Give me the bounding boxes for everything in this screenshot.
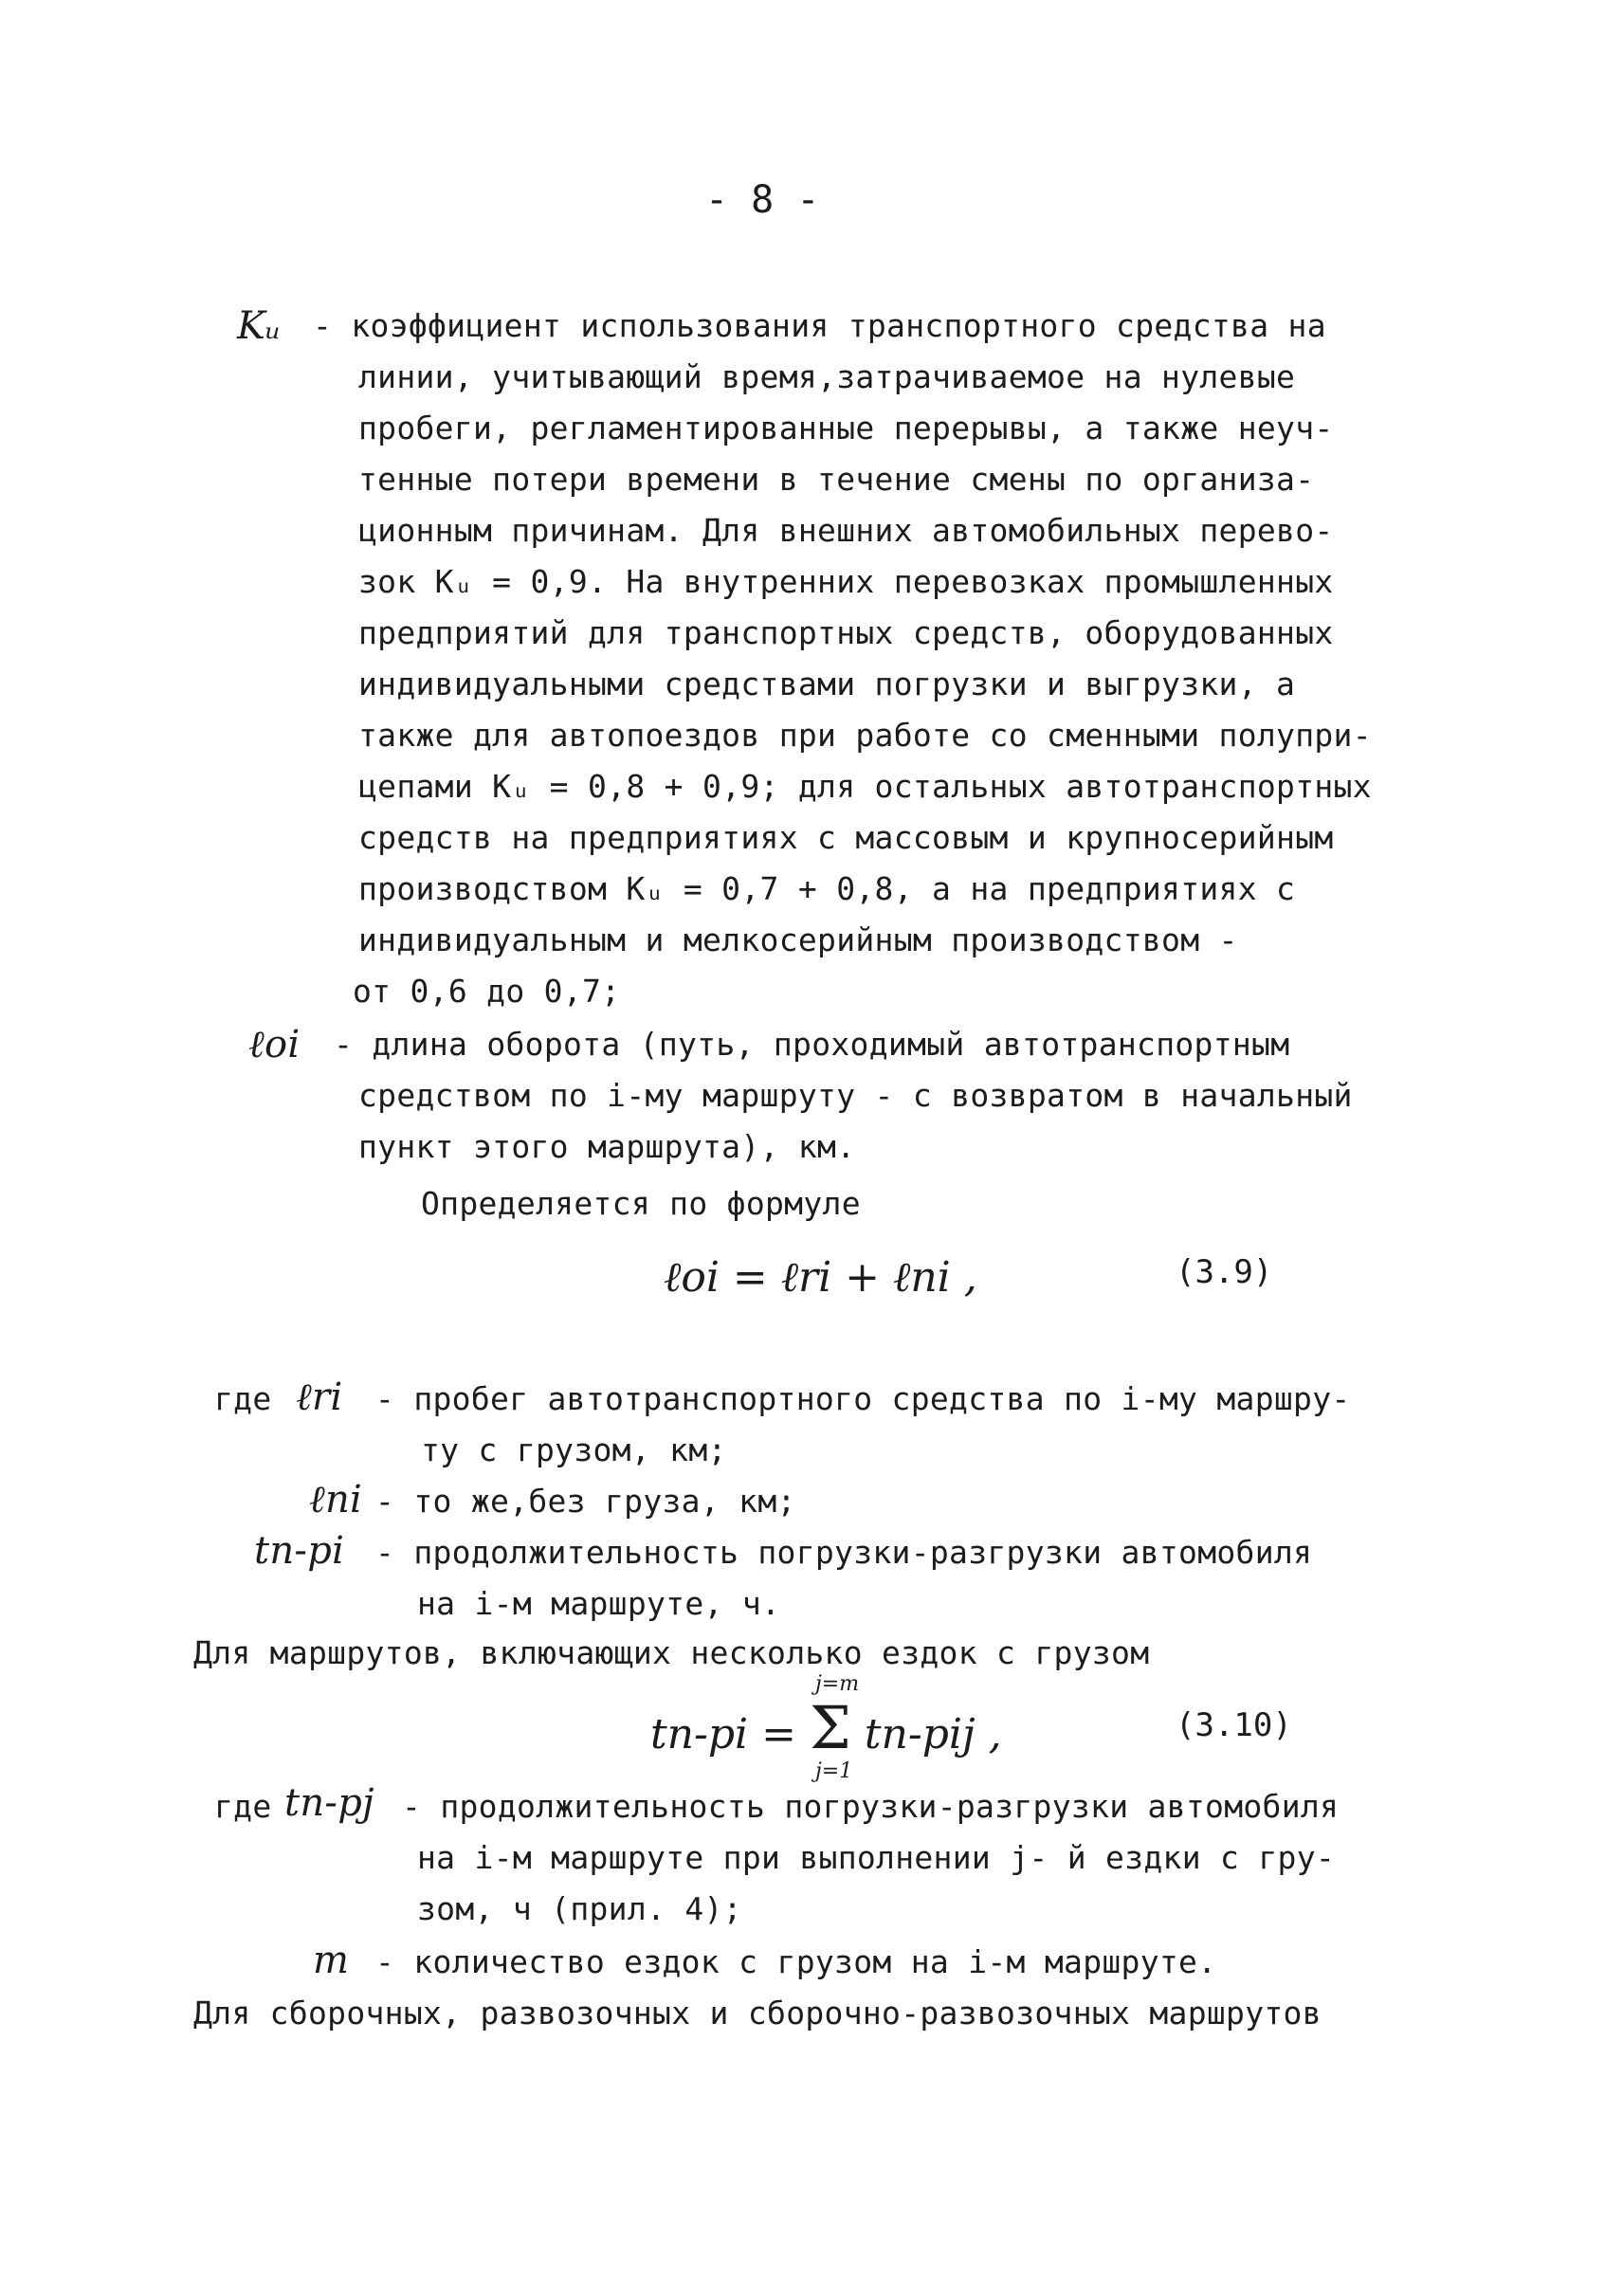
tnpj-line-1: на i-м маршруте при выполнении j- й ездки с гру- <box>417 1839 1336 1876</box>
sum-symbol: Σ j=m j=1 <box>809 1672 860 1783</box>
lri-line-0: - пробег автотранспортного средства по i-му маршру- <box>375 1380 1351 1417</box>
ku-line-8: также для автопоездов при работе со сменными полупри- <box>358 717 1372 754</box>
tnpi-line-1: на i-м маршруте, ч. <box>417 1585 781 1622</box>
ku-line-12: индивидуальным и мелкосерийным производством - <box>358 921 1238 958</box>
ku-line-4: ционным причинам. Для внешних автомобильных перево- <box>358 512 1334 549</box>
tnpj-line-2: зом, ч (прил. 4); <box>417 1890 742 1927</box>
routes-intro: Для маршрутов, включающих несколько ездок с грузом <box>193 1634 1150 1671</box>
formula-3-9-number: (3.9) <box>1176 1253 1273 1291</box>
ku-line-7: индивидуальными средствами погрузки и выгрузки, а <box>358 665 1296 702</box>
tnpi-line-0: - продолжительность погрузки-разгрузки автомобиля <box>375 1534 1313 1571</box>
ku-symbol: Kᵤ <box>237 304 282 348</box>
lri-symbol: ℓri <box>296 1376 343 1419</box>
tnpj-line-0: - продолжительность погрузки-разгрузки автомобиля <box>402 1788 1340 1825</box>
m-symbol: m <box>313 1939 350 1982</box>
loi-line-1: средством по i-му маршруту - с возвратом в начальный <box>358 1077 1353 1114</box>
tnpi-symbol: tn-pi <box>254 1529 345 1573</box>
ku-line-10: средств на предприятиях с массовым и крупносерийным <box>358 819 1334 856</box>
ku-line-6: предприятий для транспортных средств, оборудованных <box>358 614 1334 651</box>
formula-3-10-lhs: tn-pi <box>650 1710 749 1758</box>
formula-3-10-number: (3.10) <box>1176 1706 1292 1744</box>
sum-lower-limit: j=1 <box>814 1759 853 1783</box>
loi-line-0: - длина оборота (путь, проходимый автотранспортным <box>334 1026 1290 1063</box>
loi-intro: Определяется по формуле <box>421 1185 861 1222</box>
formula-3-9: ℓoi = ℓri + ℓni , <box>664 1253 977 1302</box>
ku-line-11: производством Kᵤ = 0,7 + 0,8, а на предприятиях с <box>358 870 1296 907</box>
ku-line-3: тенные потери времени в течение смены по организа- <box>358 461 1315 498</box>
ku-line-0: - коэффициент использования транспортного средства на <box>313 307 1326 344</box>
loi-symbol: ℓoi <box>248 1023 301 1066</box>
m-line-0: - количество ездок с грузом на i-м маршруте. <box>375 1943 1217 1980</box>
lri-line-1: ту с грузом, км; <box>421 1431 727 1468</box>
ku-line-9: цепами Kᵤ = 0,8 + 0,9; для остальных автотранспортных <box>358 768 1372 805</box>
page-number: - 8 - <box>705 178 820 222</box>
sum-upper-limit: j=m <box>814 1672 860 1696</box>
lni-line-0: - то же,без груза, км; <box>375 1483 796 1520</box>
closing-line: Для сборочных, развозочных и сборочно-развозочных маршрутов <box>193 1995 1322 2032</box>
tnpj-symbol: tn-pj <box>284 1781 374 1825</box>
where-prefix: где <box>214 1380 272 1417</box>
formula-3-10-tail: , <box>988 1710 1002 1758</box>
ku-line-5: зок Kᵤ = 0,9. На внутренних перевозках промышленных <box>358 563 1334 600</box>
lni-symbol: ℓni <box>309 1478 363 1522</box>
ku-line-2: пробеги, регламентированные перерывы, а также неуч- <box>358 410 1334 446</box>
where-prefix-2: где <box>214 1788 272 1825</box>
loi-line-2: пункт этого маршрута), км. <box>358 1128 856 1165</box>
ku-line-1: линии, учитывающий время,затрачиваемое на нулевые <box>358 358 1296 395</box>
formula-3-10-term: tn-pij <box>864 1710 976 1758</box>
formula-3-10: tn-pi = Σ j=m j=1 tn-pij , <box>650 1672 1002 1783</box>
ku-line-13: от 0,6 до 0,7; <box>353 973 621 1010</box>
